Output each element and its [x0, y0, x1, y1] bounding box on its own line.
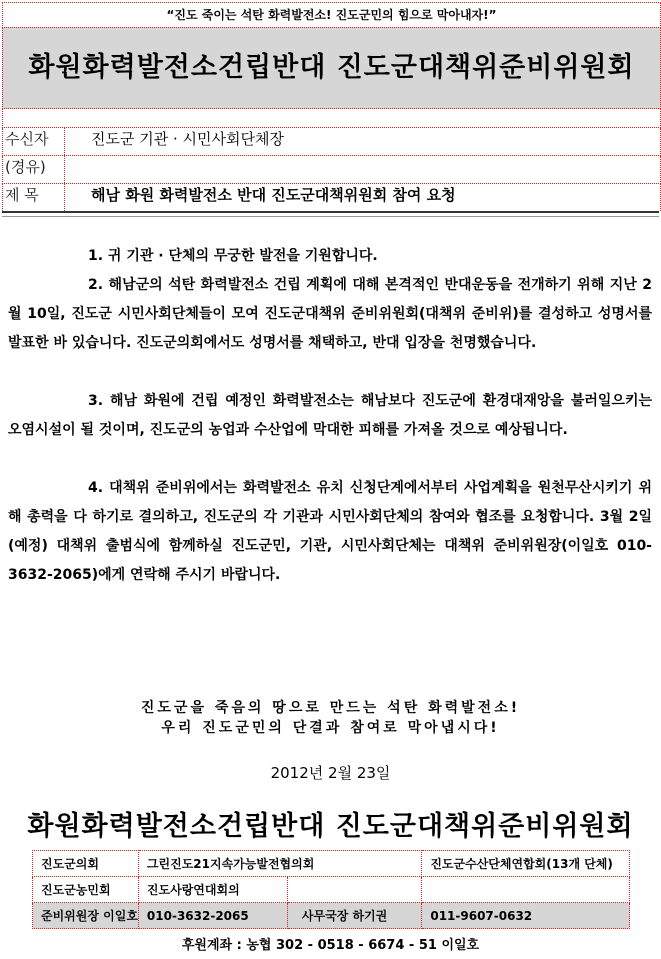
via-label: (경유): [5, 156, 65, 183]
org-cell: 진도군의회: [33, 851, 139, 877]
letter-body: [8, 242, 652, 590]
subject-label: 제 목: [5, 184, 65, 211]
slogan: “진도 죽이는 석탄 화력발전소! 진도군민의 힘으로 막아내자!”: [2, 2, 661, 28]
org-cell: [287, 877, 421, 903]
table-row: [33, 903, 630, 929]
divider: [2, 211, 659, 217]
recipient-label: 수신자: [5, 128, 65, 155]
spacer-row: [2, 108, 661, 128]
org-cell: 진도군수산단체연합회(13개 단체): [422, 851, 630, 877]
org-cell: 진도군농민회: [33, 877, 139, 903]
via-row: [2, 156, 661, 184]
paragraph-4: 4. 대책위 준비위에서는 화력발전소 유치 신청단계에서부터 사업계획을 원천무산시키기 위해 총력을 다 하기로 결의하고, 진도군의 각 기관과 시민사회단체의 참여와 협조를 요청합니다. 3월 2일(예정) 대책위 출범식에 함께하실 진도군민, 기관, 시민사회단체는 대책위 준비위원장(이일호 010-3632-2065)에게 연락해 주시기 바랍니다.: [8, 480, 652, 583]
recipient-row: [2, 128, 661, 156]
subject-value: 해남 화원 화력발전소 반대 진도군대책위원회 참여 요청: [91, 186, 456, 204]
subject-row: [2, 184, 661, 211]
signature-title: 화원화력발전소건립반대 진도군대책위준비위원회: [27, 811, 634, 842]
org-cell: 진도사랑연대회의: [138, 877, 287, 903]
closing-slogan: [0, 698, 661, 738]
chair-phone: 010-3632-2065: [138, 903, 287, 929]
org-cell: [422, 877, 630, 903]
chair-name: 준비위원장 이일호: [33, 903, 139, 929]
table-row: [33, 877, 630, 903]
recipient-value: 진도군 기관 · 시민사회단체장: [91, 130, 284, 148]
org-cell: 그린진도21지속가능발전협의회: [138, 851, 421, 877]
table-row: [33, 851, 630, 877]
banner-title: 화원화력발전소건립반대 진도군대책위준비위원회: [2, 27, 661, 109]
paragraph-3: 3. 해남 화원에 건립 예정인 화력발전소는 해남보다 진도군에 환경대재앙을 불러일으키는 오염시설이 될 것이며, 진도군의 농업과 수산업에 막대한 피해를 가져올 것으로 예상됩니다.: [8, 393, 652, 438]
date: 2012년 2월 23일: [270, 764, 391, 782]
closing-line-2: 우리 진도군민의 단결과 참여로 막아냅시다!: [161, 720, 500, 736]
paragraph-1: 1. 귀 기관 · 단체의 무궁한 발전을 기원합니다.: [88, 248, 378, 264]
organizations-table: [32, 850, 630, 929]
secretary-name: 사무국장 하기권: [287, 903, 421, 929]
donation-account: 후원계좌 : 농협 302 - 0518 - 6674 - 51 이일호: [181, 938, 480, 953]
closing-line-1: 진도군을 죽음의 땅으로 만드는 석탄 화력발전소!: [140, 700, 521, 716]
paragraph-2: 2. 해남군의 석탄 화력발전소 건립 계획에 대해 본격적인 반대운동을 전개하기 위해 지난 2월 10일, 진도군 시민사회단체들이 모여 진도군대책위 준비위원회(대책위 준비위)를 결성하고 성명서를 발표한 바 있습니다. 진도군의회에서도 성명서를 채택하고, 반대 입장을 천명했습니다.: [8, 277, 652, 351]
secretary-phone: 011-9607-0632: [422, 903, 630, 929]
